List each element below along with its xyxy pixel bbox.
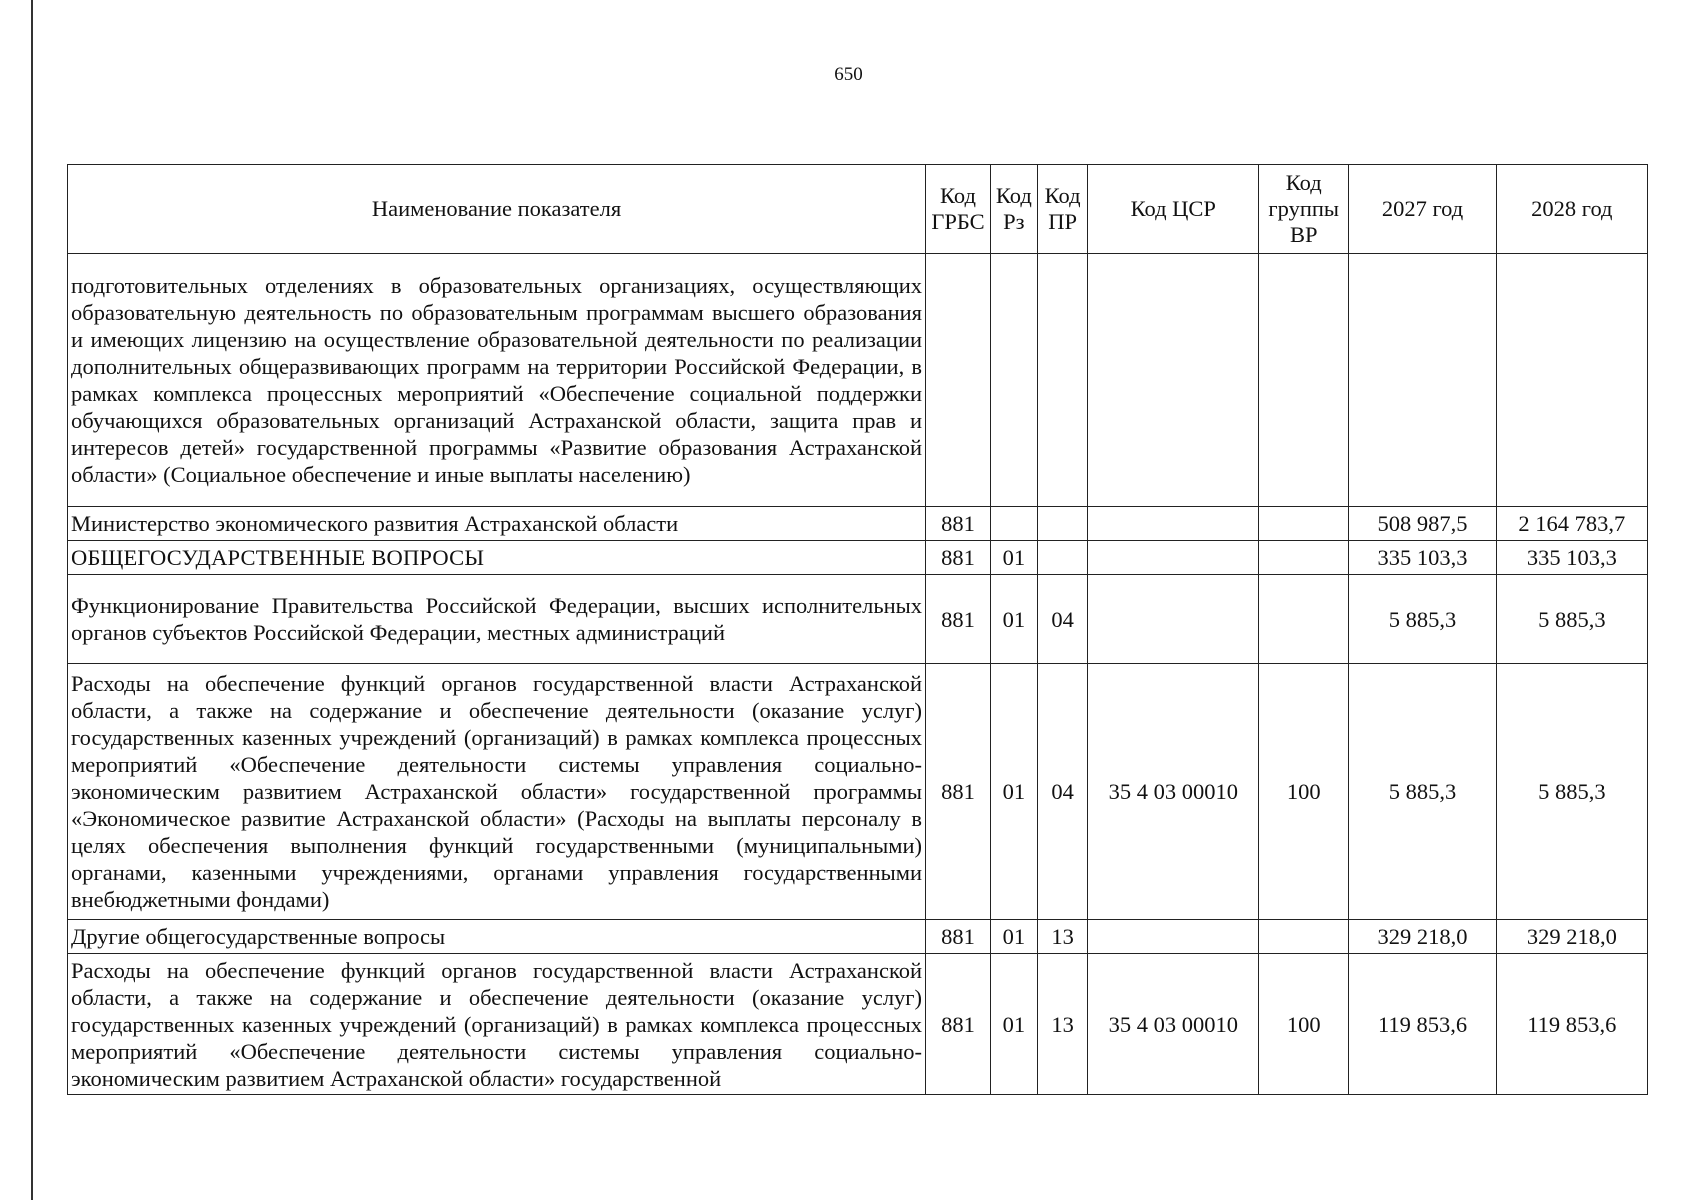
header-grbs: Код ГРБС — [926, 165, 991, 254]
row-rz: 01 — [991, 954, 1038, 1095]
table-row — [68, 254, 1648, 507]
row-name: Функционирование Правительства Российской Федерации, высших исполнительных органов субъектов Российской Федерации, местных администраций — [68, 575, 926, 664]
row-2028 — [1496, 254, 1647, 507]
row-2027: 119 853,6 — [1349, 954, 1496, 1095]
row-grbs: 881 — [926, 920, 991, 954]
row-grbs: 881 — [926, 507, 991, 541]
row-rz: 01 — [991, 920, 1038, 954]
row-vr — [1259, 920, 1349, 954]
row-pr: 04 — [1037, 664, 1088, 920]
row-grbs: 881 — [926, 664, 991, 920]
row-csr — [1088, 920, 1259, 954]
row-2027: 508 987,5 — [1349, 507, 1496, 541]
row-rz: 01 — [991, 575, 1038, 664]
row-2028: 5 885,3 — [1496, 664, 1647, 920]
row-csr: 35 4 03 00010 — [1088, 664, 1259, 920]
budget-table — [67, 164, 1648, 1095]
row-pr — [1037, 507, 1088, 541]
row-name: Министерство экономического развития Астраханской области — [68, 507, 926, 541]
table-row — [68, 664, 1648, 920]
row-2027: 329 218,0 — [1349, 920, 1496, 954]
table-row — [68, 575, 1648, 664]
row-csr — [1088, 575, 1259, 664]
row-csr — [1088, 254, 1259, 507]
row-2027: 335 103,3 — [1349, 541, 1496, 575]
row-2028: 119 853,6 — [1496, 954, 1647, 1095]
row-pr — [1037, 541, 1088, 575]
row-vr — [1259, 254, 1349, 507]
page-number: 650 — [834, 64, 863, 85]
row-name: Расходы на обеспечение функций органов государственной власти Астраханской области, а также на содержание и обеспечение деятельности (оказание услуг) государственных казенных учреждений (организаций) в рамках комплекса процессных мероприятий «Обеспечение деятельности системы управления социально-экономическим развитием Астраханской области» государственной программы «Экономическое развитие Астраханской области» (Расходы на выплаты персоналу в целях обеспечения выполнения функций государственными (муниципальными) органами, казенными учреждениями, органами управления государственными внебюджетными фондами) — [68, 664, 926, 920]
table-row — [68, 507, 1648, 541]
row-pr — [1037, 254, 1088, 507]
table-row — [68, 920, 1648, 954]
table-row — [68, 541, 1648, 575]
row-2027: 5 885,3 — [1349, 664, 1496, 920]
binding-margin-line — [31, 0, 33, 1200]
row-csr: 35 4 03 00010 — [1088, 954, 1259, 1095]
row-grbs: 881 — [926, 575, 991, 664]
table-header-row — [68, 165, 1648, 254]
header-2027: 2027 год — [1349, 165, 1496, 254]
row-2027 — [1349, 254, 1496, 507]
row-rz — [991, 254, 1038, 507]
row-vr — [1259, 575, 1349, 664]
row-csr — [1088, 541, 1259, 575]
header-2028: 2028 год — [1496, 165, 1647, 254]
row-pr: 13 — [1037, 954, 1088, 1095]
row-grbs: 881 — [926, 541, 991, 575]
row-name: Другие общегосударственные вопросы — [68, 920, 926, 954]
header-vr: Код группы ВР — [1259, 165, 1349, 254]
header-name: Наименование показателя — [68, 165, 926, 254]
row-rz: 01 — [991, 541, 1038, 575]
header-pr: Код ПР — [1037, 165, 1088, 254]
row-2028: 5 885,3 — [1496, 575, 1647, 664]
table-row — [68, 954, 1648, 1095]
row-pr: 13 — [1037, 920, 1088, 954]
row-grbs — [926, 254, 991, 507]
row-name: подготовительных отделениях в образовательных организациях, осуществляющих образовательную деятельность по образовательным программам высшего образования и имеющих лицензию на осуществление образовательной деятельности по реализации дополнительных общеразвивающих программ на территории Российской Федерации, в рамках комплекса процессных мероприятий «Обеспечение социальной поддержки обучающихся образовательных организаций Астраханской области, защита прав и интересов детей» государственной программы «Развитие образования Астраханской области» (Социальное обеспечение и иные выплаты населению) — [68, 254, 926, 507]
header-csr: Код ЦСР — [1088, 165, 1259, 254]
row-rz: 01 — [991, 664, 1038, 920]
row-2028: 2 164 783,7 — [1496, 507, 1647, 541]
header-rz: Код Рз — [991, 165, 1038, 254]
row-rz — [991, 507, 1038, 541]
row-name: ОБЩЕГОСУДАРСТВЕННЫЕ ВОПРОСЫ — [68, 541, 926, 575]
row-2027: 5 885,3 — [1349, 575, 1496, 664]
row-name: Расходы на обеспечение функций органов государственной власти Астраханской области, а также на содержание и обеспечение деятельности (оказание услуг) государственных казенных учреждений (организаций) в рамках комплекса процессных мероприятий «Обеспечение деятельности системы управления социально-экономическим развитием Астраханской области» государственной — [68, 954, 926, 1095]
row-grbs: 881 — [926, 954, 991, 1095]
row-pr: 04 — [1037, 575, 1088, 664]
row-2028: 329 218,0 — [1496, 920, 1647, 954]
row-vr: 100 — [1259, 664, 1349, 920]
row-csr — [1088, 507, 1259, 541]
row-vr — [1259, 507, 1349, 541]
row-2028: 335 103,3 — [1496, 541, 1647, 575]
row-vr: 100 — [1259, 954, 1349, 1095]
row-vr — [1259, 541, 1349, 575]
